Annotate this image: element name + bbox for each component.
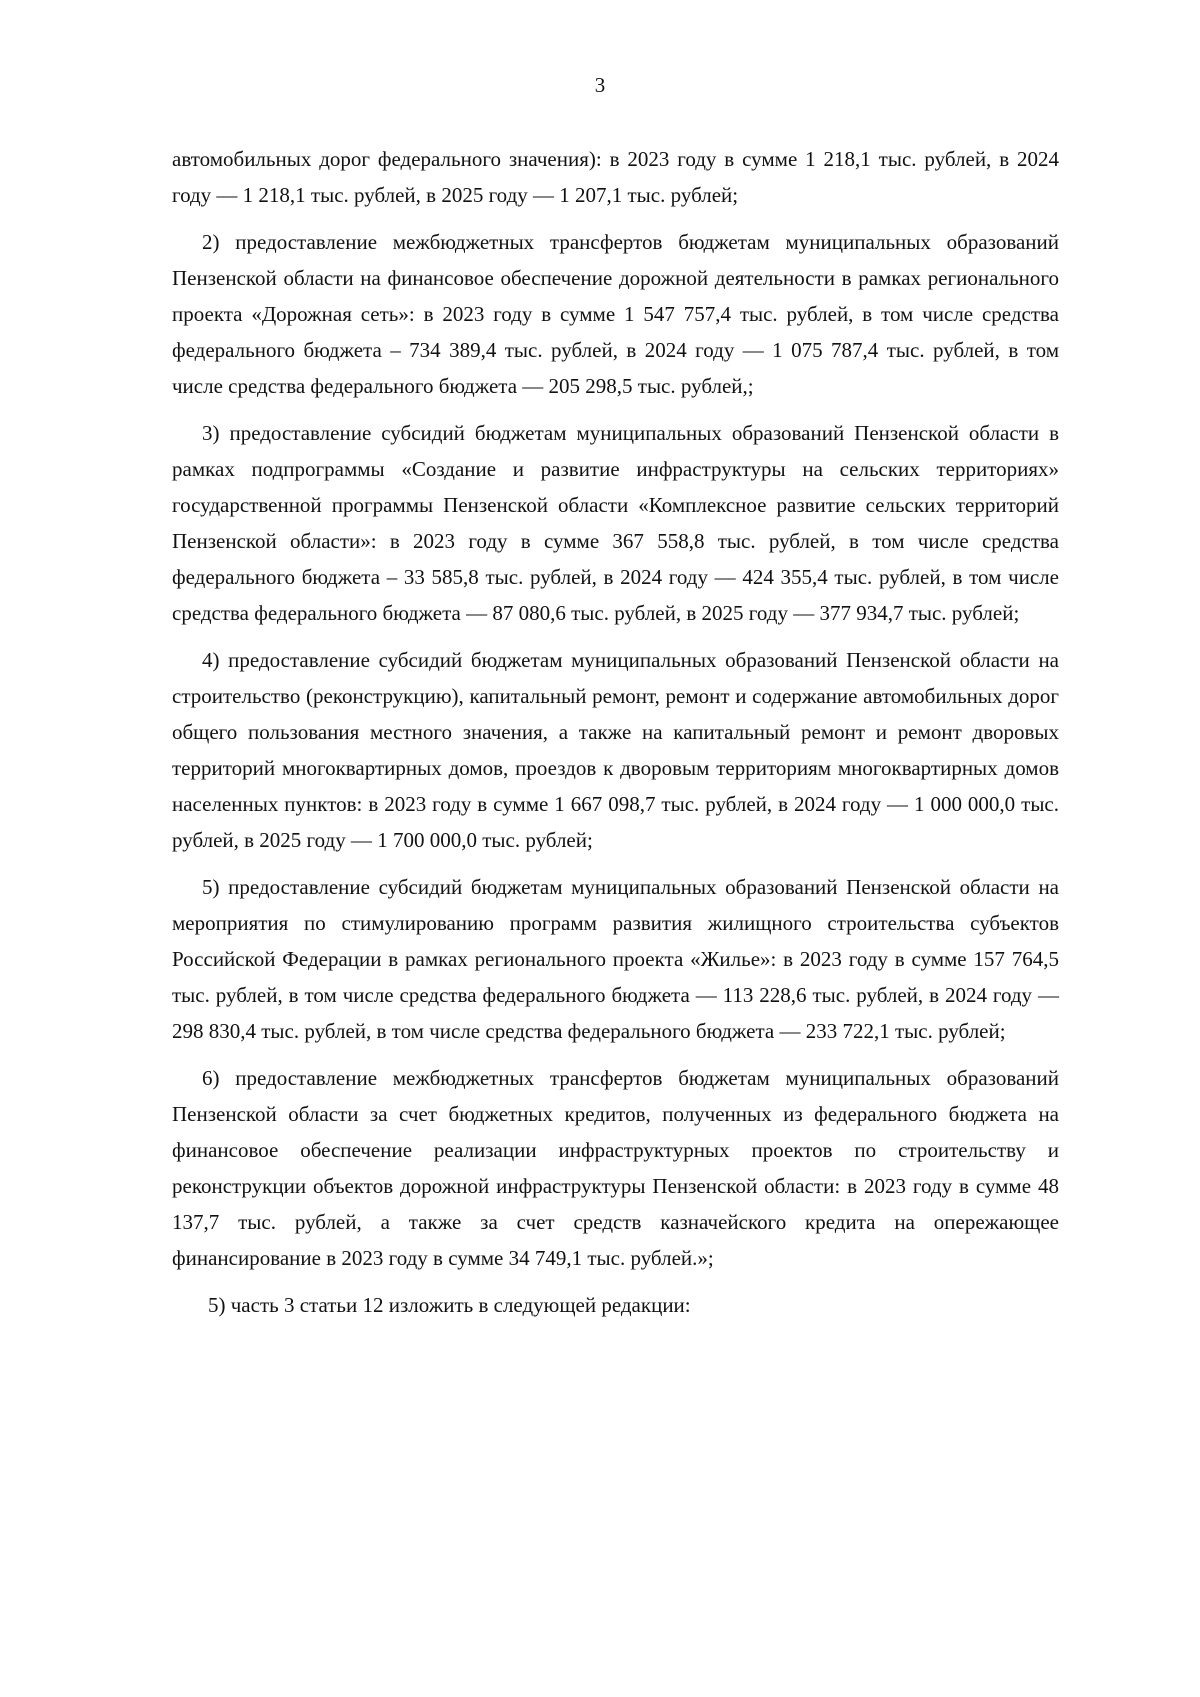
paragraph-continuation: автомобильных дорог федерального значения): в 2023 году в сумме 1 218,1 тыс. рублей, в 2024 году — 1 218,1 тыс. рублей, в 2025 году — 1 207,1 тыс. рублей; bbox=[172, 147, 1059, 207]
document-body bbox=[172, 141, 1059, 1334]
page-number: 3 bbox=[594, 73, 606, 97]
paragraph-item-3: 3) предоставление субсидий бюджетам муниципальных образований Пензенской области в рамках подпрограммы «Создание и развитие инфраструктуры на сельских территориях» государственной программы Пензенской области «Комплексное развитие сельских территорий Пензенской области»: в 2023 году в сумме 367 558,8 тыс. рублей, в том числе средства федерального бюджета – 33 585,8 тыс. рублей, в 2024 году — 424 355,4 тыс. рублей, в том числе средства федерального бюджета — 87 080,6 тыс. рублей, в 2025 году — 377 934,7 тыс. рублей; bbox=[172, 421, 1059, 625]
paragraph-item-4: 4) предоставление субсидий бюджетам муниципальных образований Пензенской области на строительство (реконструкцию), капитальный ремонт, ремонт и содержание автомобильных дорог общего пользования местного значения, а также на капитальный ремонт и ремонт дворовых территорий многоквартирных домов, проездов к дворовым территориям многоквартирных домов населенных пунктов: в 2023 году в сумме 1 667 098,7 тыс. рублей, в 2024 году — 1 000 000,0 тыс. рублей, в 2025 году — 1 700 000,0 тыс. рублей; bbox=[172, 648, 1059, 852]
paragraph-item-5: 5) предоставление субсидий бюджетам муниципальных образований Пензенской области на мероприятия по стимулированию программ развития жилищного строительства субъектов Российской Федерации в рамках регионального проекта «Жилье»: в 2023 году в сумме 157 764,5 тыс. рублей, в том числе средства федерального бюджета — 113 228,6 тыс. рублей, в 2024 году — 298 830,4 тыс. рублей, в том числе средства федерального бюджета — 233 722,1 тыс. рублей; bbox=[172, 875, 1059, 1043]
paragraph-amendment-5: 5) часть 3 статьи 12 изложить в следующей редакции: bbox=[208, 1293, 691, 1317]
paragraph-item-2: 2) предоставление межбюджетных трансфертов бюджетам муниципальных образований Пензенской области на финансовое обеспечение дорожной деятельности в рамках регионального проекта «Дорожная сеть»: в 2023 году в сумме 1 547 757,4 тыс. рублей, в том числе средства федерального бюджета – 734 389,4 тыс. рублей, в 2024 году — 1 075 787,4 тыс. рублей, в том числе средства федерального бюджета — 205 298,5 тыс. рублей,; bbox=[172, 230, 1059, 398]
paragraph-item-6: 6) предоставление межбюджетных трансфертов бюджетам муниципальных образований Пензенской области за счет бюджетных кредитов, полученных из федерального бюджета на финансовое обеспечение реализации инфраструктурных проектов по строительству и реконструкции объектов дорожной инфраструктуры Пензенской области: в 2023 году в сумме 48 137,7 тыс. рублей, а также за счет средств казначейского кредита на опережающее финансирование в 2023 году в сумме 34 749,1 тыс. рублей.»; bbox=[172, 1066, 1059, 1270]
